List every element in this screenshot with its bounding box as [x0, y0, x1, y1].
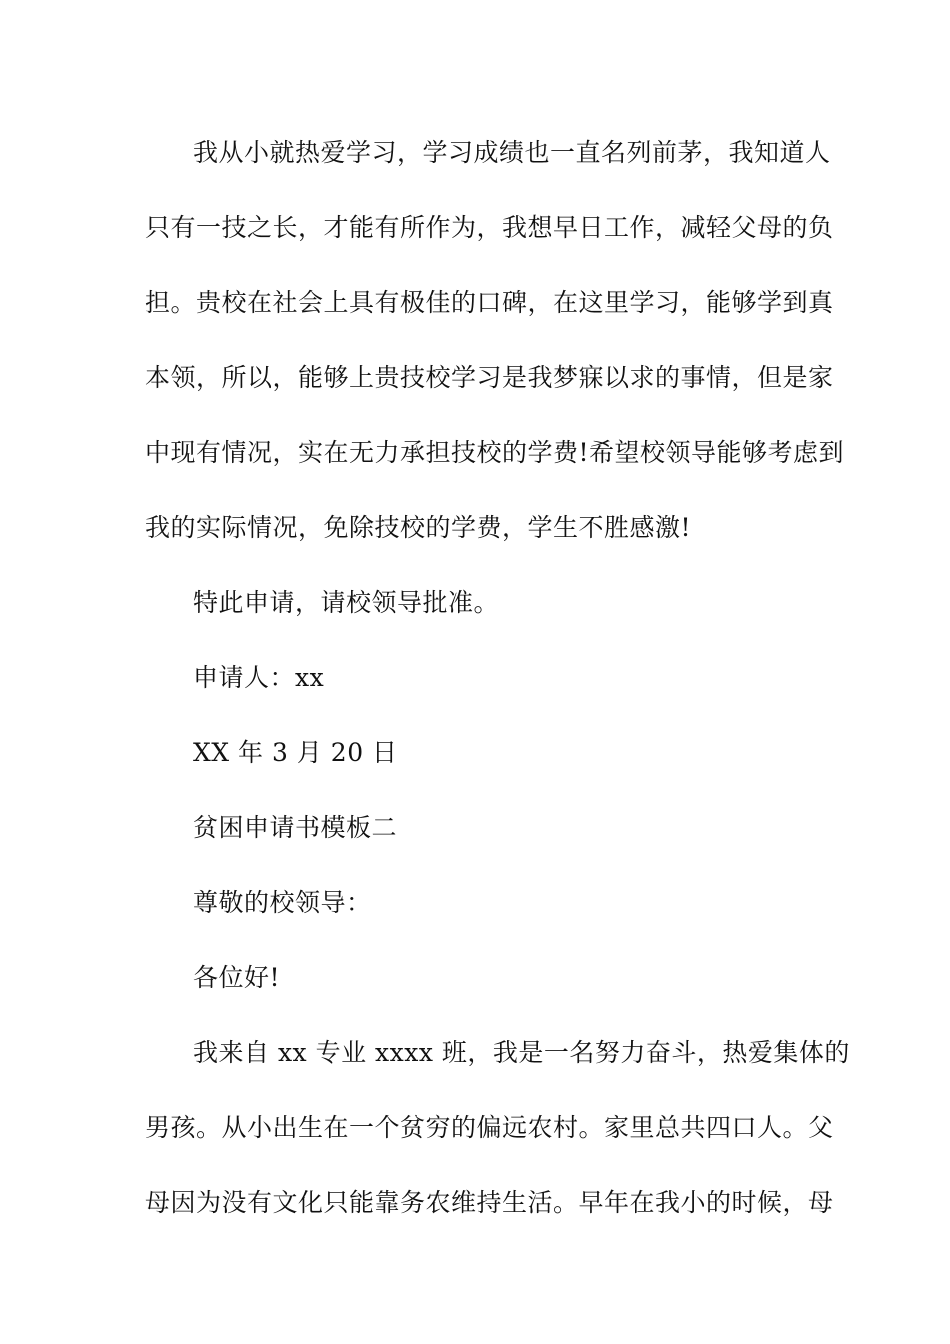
section-title: 贫困申请书模板二 — [193, 813, 398, 842]
paragraph-1-line-1: 我从小就热爱学习，学习成绩也一直名列前茅，我知道人 — [193, 138, 831, 167]
paragraph-1-line-2: 只有一技之长，才能有所作为，我想早日工作，减轻父母的负 — [145, 213, 834, 242]
paragraph-2-line-1: 我来自 xx 专业 xxxx 班，我是一名努力奋斗，热爱集体的 — [193, 1038, 850, 1067]
document-body — [145, 115, 850, 1240]
greeting-line: 各位好! — [193, 963, 281, 992]
paragraph-2-line-3: 母因为没有文化只能靠务农维持生活。早年在我小的时候，母 — [145, 1188, 834, 1217]
paragraph-1-line-3: 担。贵校在社会上具有极佳的口碑，在这里学习，能够学到真 — [145, 288, 834, 317]
paragraph-2-line-2: 男孩。从小出生在一个贫穷的偏远农村。家里总共四口人。父 — [145, 1113, 834, 1142]
salutation-line: 尊敬的校领导： — [193, 888, 372, 917]
paragraph-1-line-6: 我的实际情况，免除技校的学费，学生不胜感激! — [145, 513, 692, 542]
paragraph-1-line-4: 本领，所以，能够上贵技校学习是我梦寐以求的事情，但是家 — [145, 363, 834, 392]
paragraph-1-line-5: 中现有情况，实在无力承担技校的学费!希望校领导能够考虑到 — [145, 438, 845, 467]
applicant-line: 申请人：xx — [193, 663, 325, 692]
date-line: XX 年 3 月 20 日 — [193, 738, 398, 767]
closing-line: 特此申请，请校领导批准。 — [193, 588, 500, 617]
